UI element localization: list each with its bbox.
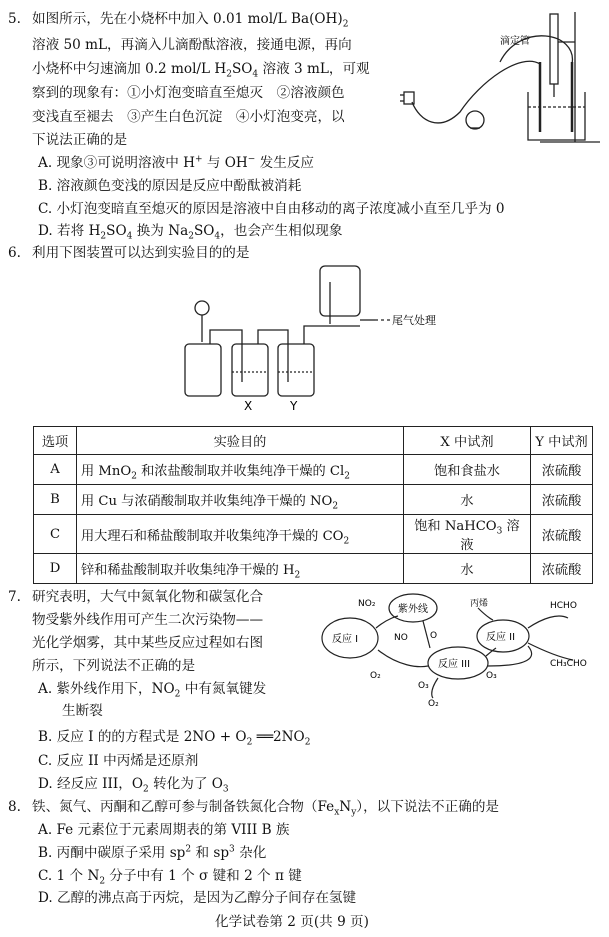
q8-stem: 铁、氮气、丙酮和乙醇可参与制备铁氮化合物$(Fe_xN_y)$，以下说法不正确的是: [32, 799, 500, 818]
q7-option-d: D. 经反应 III，$O_2$ 转化为了 $O_3$: [38, 776, 229, 795]
page-footer: 化学试卷第 2 页(共 9 页): [215, 914, 369, 930]
no2-label: NO₂: [358, 599, 376, 609]
q8-option-a: A. Fe 元素位于元素周期表的第 VIII B 族: [38, 822, 290, 838]
q5-option-c: C. 小灯泡变暗直至熄灭的原因是溶液中自由移动的离子浓度减小直至几乎为 0: [38, 201, 505, 217]
q7-stem-line2: 物受紫外线作用可产生二次污染物——: [32, 612, 264, 628]
hcho-label: HCHO: [550, 601, 577, 611]
row-option: B: [34, 485, 77, 515]
q5-stem-line3: 小烧杯中匀速滴加 0.2 mol/L $H_2SO_4$ 溶液 3 mL，可观: [32, 61, 370, 80]
row-y-reagent: 浓硫酸: [531, 515, 593, 554]
bottle-x-label: X: [244, 399, 253, 412]
table-row: [34, 515, 593, 554]
q6-number: 6.: [8, 245, 21, 261]
propene-label: 丙烯: [470, 599, 489, 609]
o3-label-b: O₃: [486, 671, 497, 681]
waste-gas-label: 尾气处理: [392, 314, 436, 327]
q5-option-a: A. 现象③可说明溶液中 H+ 与 OH− 发生反应: [38, 154, 315, 171]
row-option: C: [34, 515, 77, 554]
q7-stem-line1: 研究表明，大气中氮氧化物和碳氢化合: [32, 589, 264, 605]
o2-label-a: O₂: [370, 671, 381, 681]
q7-option-b: B. 反应 I 的的方程式是 $2NO + O_2$ $══2NO_2$: [38, 729, 311, 748]
header-purpose: 实验目的: [77, 427, 404, 455]
table-row: [34, 485, 593, 515]
reaction-2-label: 反应 II: [486, 632, 516, 643]
row-x-reagent: 饱和食盐水: [404, 455, 531, 485]
table-row: [34, 455, 593, 485]
row-purpose: 用大理石和稀盐酸制取并收集纯净干燥的 $CO_2$: [77, 515, 404, 554]
q7-option-a-cont: 生断裂: [62, 703, 103, 719]
row-option: A: [34, 455, 77, 485]
uv-label: 紫外线: [398, 604, 428, 615]
q5-option-b: B. 溶液颜色变浅的原因是反应中酚酞被消耗: [38, 178, 302, 194]
q7-stem-line4: 所示，下列说法不正确的是: [32, 658, 196, 674]
table-row: [34, 554, 593, 584]
q6-apparatus-figure: [180, 262, 450, 412]
o3-label-a: O₃: [418, 681, 429, 691]
q8-number: 8.: [8, 799, 21, 815]
q5-stem-line5: 变浅直至褪去 ③产生白色沉淀 ④小灯泡变亮，以: [32, 109, 345, 125]
q7-stem-line3: 光化学烟雾，其中某些反应过程如右图: [32, 635, 264, 651]
q7-reaction-diagram: [318, 588, 608, 708]
o-label: O: [430, 631, 438, 641]
row-y-reagent: 浓硫酸: [531, 455, 593, 485]
row-x-reagent: 水: [404, 554, 531, 584]
row-x-reagent: 水: [404, 485, 531, 515]
row-purpose: 用 MnO$_2$ 和浓盐酸制取并收集纯净干燥的 $Cl_2$: [77, 455, 404, 485]
q7-number: 7.: [8, 589, 21, 605]
table-header-row: [34, 427, 593, 455]
reaction-3-label: 反应 III: [438, 659, 471, 670]
row-purpose: 锌和稀盐酸制取并收集纯净干燥的 $H_2$: [77, 554, 404, 584]
q5-stem-line2: 溶液 50 mL，再滴入儿滴酚酞溶液，接通电源，再向: [32, 37, 352, 53]
row-y-reagent: 浓硫酸: [531, 485, 593, 515]
q8-option-c: C. 1 个 $N_2$ 分子中有 1 个 σ 键和 2 个 π 键: [38, 868, 302, 887]
no-label: NO: [394, 633, 408, 643]
q5-stem-line6: 下说法正确的是: [32, 132, 128, 148]
q5-stem-line1: 如图所示，先在小烧杯中加入 0.01 mol/L $Ba(OH)_2$: [32, 11, 349, 30]
q6-stem: 利用下图装置可以达到实验目的的是: [32, 245, 250, 261]
header-x-reagent: X 中试剂: [404, 427, 531, 455]
row-purpose: 用 Cu 与浓硝酸制取并收集纯净干燥的 $NO_2$: [77, 485, 404, 515]
q7-option-c: C. 反应 II 中丙烯是还原剂: [38, 753, 199, 769]
header-option: 选项: [34, 427, 77, 455]
row-option: D: [34, 554, 77, 584]
q8-option-d: D. 乙醇的沸点高于丙烷，是因为乙醇分子间存在氢键: [38, 890, 357, 906]
q5-stem-line4: 察到的现象有：①小灯泡变暗直至熄灭 ②溶液颜色: [32, 85, 345, 101]
q7-option-a: A. 紫外线作用下，$NO_2$ 中有氮氧键发: [38, 681, 267, 700]
q6-options-table: [33, 426, 593, 584]
reaction-1-label: 反应 I: [332, 634, 359, 645]
q5-apparatus-figure: [400, 2, 605, 152]
q5-number: 5.: [8, 11, 21, 27]
header-y-reagent: Y 中试剂: [531, 427, 593, 455]
ch3cho-label: CH₃CHO: [550, 659, 587, 669]
q8-option-b: B. 丙酮中碳原子采用 $sp^2$ 和 $sp^3$ 杂化: [38, 844, 267, 861]
row-x-reagent: 饱和 NaHCO$_3$ 溶液: [404, 515, 531, 554]
bottle-y-label: Y: [290, 399, 298, 412]
o2-label-b: O₂: [428, 699, 439, 708]
row-y-reagent: 浓硫酸: [531, 554, 593, 584]
burette-label: 滴定管: [500, 36, 530, 47]
q5-option-d: D. 若将 $H_2SO_4$ 换为 $Na_2SO_4$，也会产生相似现象: [38, 223, 343, 242]
